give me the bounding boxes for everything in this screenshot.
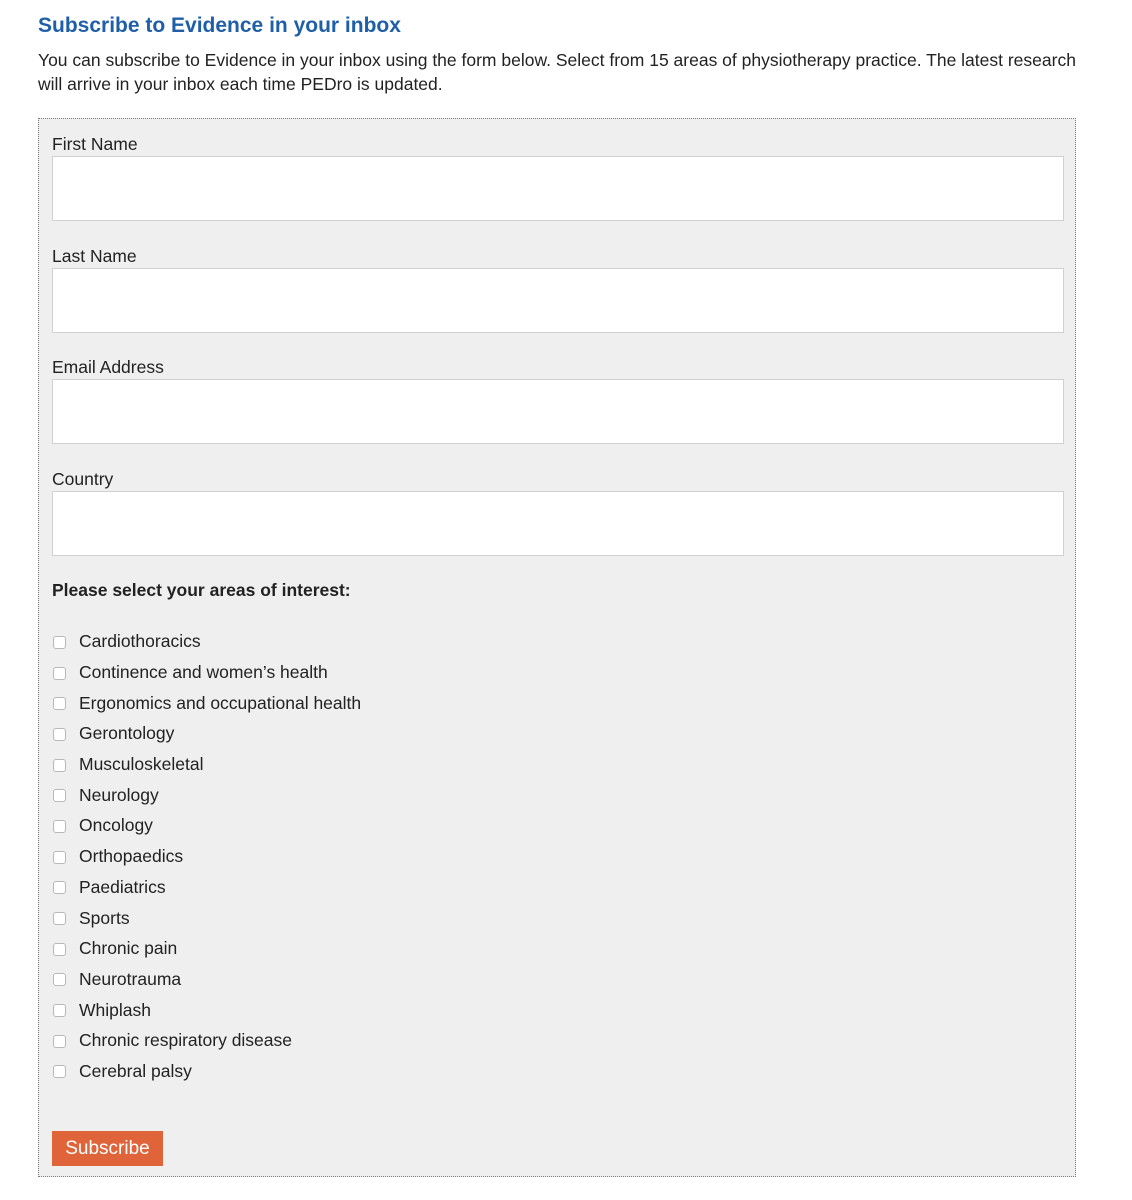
subscribe-button[interactable]: Subscribe [52, 1131, 163, 1166]
interest-item-neurotrauma[interactable] [52, 964, 361, 995]
interest-label: Sports [79, 907, 130, 928]
checkbox[interactable] [53, 667, 66, 680]
subscribe-form [38, 118, 1076, 1177]
checkbox[interactable] [53, 789, 66, 802]
interest-label: Whiplash [79, 999, 151, 1020]
interest-item-chronic-pain[interactable] [52, 933, 361, 964]
checkbox[interactable] [53, 881, 66, 894]
interests-heading: Please select your areas of interest: [52, 580, 351, 600]
interest-item-chronic-respiratory[interactable] [52, 1025, 361, 1056]
first-name-label: First Name [52, 134, 138, 154]
interest-label: Chronic respiratory disease [79, 1030, 293, 1051]
interest-item-continence[interactable] [52, 657, 361, 688]
checkbox[interactable] [53, 912, 66, 925]
interest-label: Cardiothoracics [79, 631, 201, 652]
checkbox[interactable] [53, 1035, 66, 1048]
interest-label: Oncology [79, 815, 153, 836]
interest-item-sports[interactable] [52, 902, 361, 933]
last-name-label: Last Name [52, 246, 137, 266]
intro-text: You can subscribe to Evidence in your inbox using the form below. Select from 15 areas of physiotherapy practice. The latest research will arrive in your inbox each time PEDro is updated. [38, 50, 1076, 94]
interest-item-oncology[interactable] [52, 810, 361, 841]
checkbox[interactable] [53, 636, 66, 649]
checkbox[interactable] [53, 1004, 66, 1017]
interest-label: Continence and women’s health [79, 662, 328, 683]
interest-item-cerebral-palsy[interactable] [52, 1056, 361, 1087]
interest-item-musculoskeletal[interactable] [52, 749, 361, 780]
interest-item-orthopaedics[interactable] [52, 841, 361, 872]
interest-label: Neurotrauma [79, 968, 182, 989]
checkbox[interactable] [53, 820, 66, 833]
interest-label: Ergonomics and occupational health [79, 692, 362, 713]
interest-label: Gerontology [79, 723, 175, 744]
interest-label: Neurology [79, 784, 159, 805]
last-name-input[interactable] [52, 268, 1064, 333]
interest-item-cardiothoracics[interactable] [52, 626, 361, 657]
interest-item-paediatrics[interactable] [52, 872, 361, 903]
interest-label: Chronic pain [79, 938, 178, 959]
interest-item-gerontology[interactable] [52, 718, 361, 749]
interest-item-neurology[interactable] [52, 779, 361, 810]
checkbox[interactable] [53, 973, 66, 986]
email-label: Email Address [52, 357, 164, 377]
checkbox[interactable] [53, 851, 66, 864]
checkbox[interactable] [53, 759, 66, 772]
interest-item-whiplash[interactable] [52, 994, 361, 1025]
interest-item-ergonomics[interactable] [52, 687, 361, 718]
checkbox[interactable] [53, 1065, 66, 1078]
email-input[interactable] [52, 379, 1064, 444]
interest-label: Cerebral palsy [79, 1060, 192, 1081]
interest-label: Orthopaedics [79, 846, 184, 867]
interest-label: Paediatrics [79, 876, 166, 897]
country-label: Country [52, 469, 114, 489]
first-name-input[interactable] [52, 156, 1064, 221]
checkbox[interactable] [53, 728, 66, 741]
checkbox[interactable] [53, 943, 66, 956]
interest-list [52, 626, 361, 1086]
page-title: Subscribe to Evidence in your inbox [38, 14, 401, 37]
checkbox[interactable] [53, 697, 66, 710]
interest-label: Musculoskeletal [79, 754, 204, 775]
country-input[interactable] [52, 491, 1064, 556]
